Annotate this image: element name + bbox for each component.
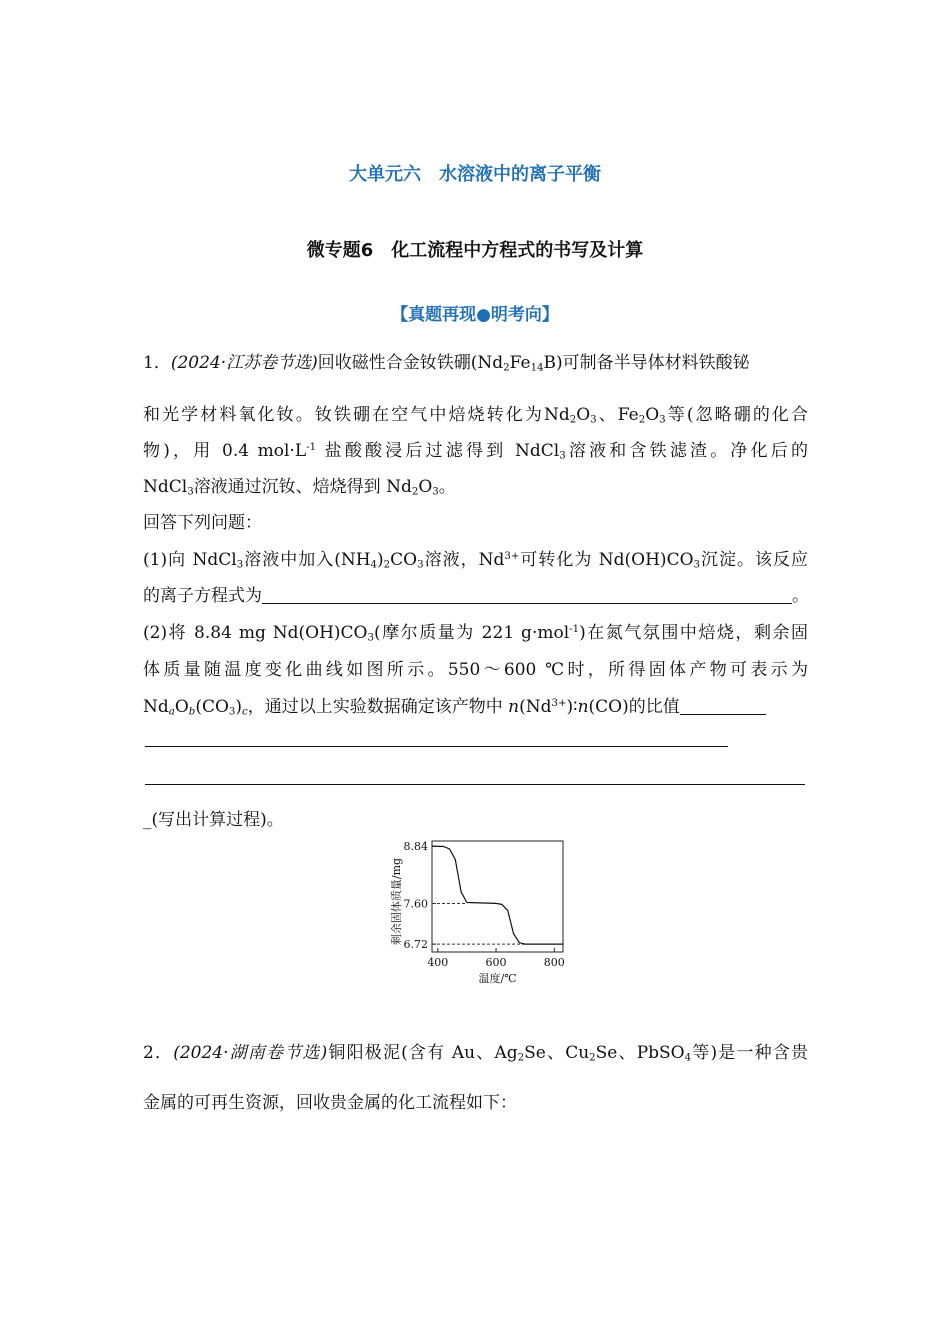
answer-blank-ratio[interactable] [680, 697, 766, 715]
x-axis-label: 温度/℃ [478, 972, 517, 985]
q2-line-2: 金属的可再生资源，回收贵金属的化工流程如下： [143, 1093, 517, 1113]
q1-sub1-line-2: 的离子方程式为 。 [143, 586, 809, 606]
y-tick-label: 6.72 [403, 938, 428, 952]
q1-sub2-line-1: (2)将 8.84 mg $Nd(OH)CO_3$(摩尔质量为 221 g·mol$^{-1}$)在氮气氛围中焙烧，剩余固 [143, 623, 808, 644]
answer-line-1[interactable] [145, 746, 728, 747]
q1-prompt: 回答下列问题： [143, 513, 262, 533]
q1-sub2-line-3: $Nd_aO_b(CO_3)_c$，通过以上实验数据确定该产物中 $n(Nd^{3+})∶n(CO)$的比值 [143, 692, 808, 718]
answer-blank-equation[interactable] [262, 586, 792, 604]
section-heading: 【真题再现●明考向】 [391, 305, 559, 325]
q2-source: (2024·湖南卷节选) [173, 1043, 328, 1063]
q1-calc-note: _(写出计算过程)。 [143, 810, 284, 830]
answer-line-2[interactable] [145, 784, 805, 785]
topic-title: 微专题6 化工流程中方程式的书写及计算 [306, 240, 644, 261]
q1-line-2: 和光学材料氧化钕。钕铁硼在空气中焙烧转化为$Nd_2O_3$、$Fe_2O_3$等(忽略硼的化合 [143, 405, 809, 426]
mass-temperature-chart [380, 835, 580, 995]
q1-line-4: NdCl$_3$溶液通过沉钕、焙烧得到 $Nd_2O_3$。 [143, 477, 456, 498]
x-tick-label: 800 [543, 956, 565, 969]
plot-frame [432, 841, 563, 952]
x-tick-label: 600 [485, 956, 507, 969]
y-tick-label: 7.60 [403, 897, 428, 911]
unit-title: 大单元六 水溶液中的离子平衡 [349, 164, 601, 185]
q1-line-1: 1．(2024·江苏卷节选)回收磁性合金钕铁硼$(Nd_2Fe_{14}B)$可制备半导体材料铁酸铋 [143, 353, 750, 374]
y-axis-label: 剩余固体质量/mg [390, 857, 403, 946]
q1-source: (2024·江苏卷节选) [170, 353, 318, 373]
q1-sub1-line-1: (1)向 NdCl$_3$溶液中加入$(NH_4)_2CO_3$溶液，$Nd^{3+}$可转化为 $Nd(OH)CO_3$沉淀。该反应 [143, 550, 809, 571]
q1-sub2-line-2: 体质量随温度变化曲线如图所示。550～600 ℃时，所得固体产物可表示为 [143, 660, 808, 680]
q1-line-3: 物)，用 0.4 $mol\cdot L^{-1}$ 盐酸酸浸后过滤得到 NdCl$_3$溶液和含铁滤渣。净化后的 [143, 441, 809, 462]
x-tick-label: 400 [427, 956, 449, 969]
y-tick-label: 8.84 [403, 840, 428, 854]
q2-line-1: 2．(2024·湖南卷节选)铜阳极泥(含有 Au、$Ag_2Se$、$Cu_2Se$、PbSO$_4$等)是一种含贵 [143, 1043, 809, 1064]
mass-curve [432, 846, 563, 944]
